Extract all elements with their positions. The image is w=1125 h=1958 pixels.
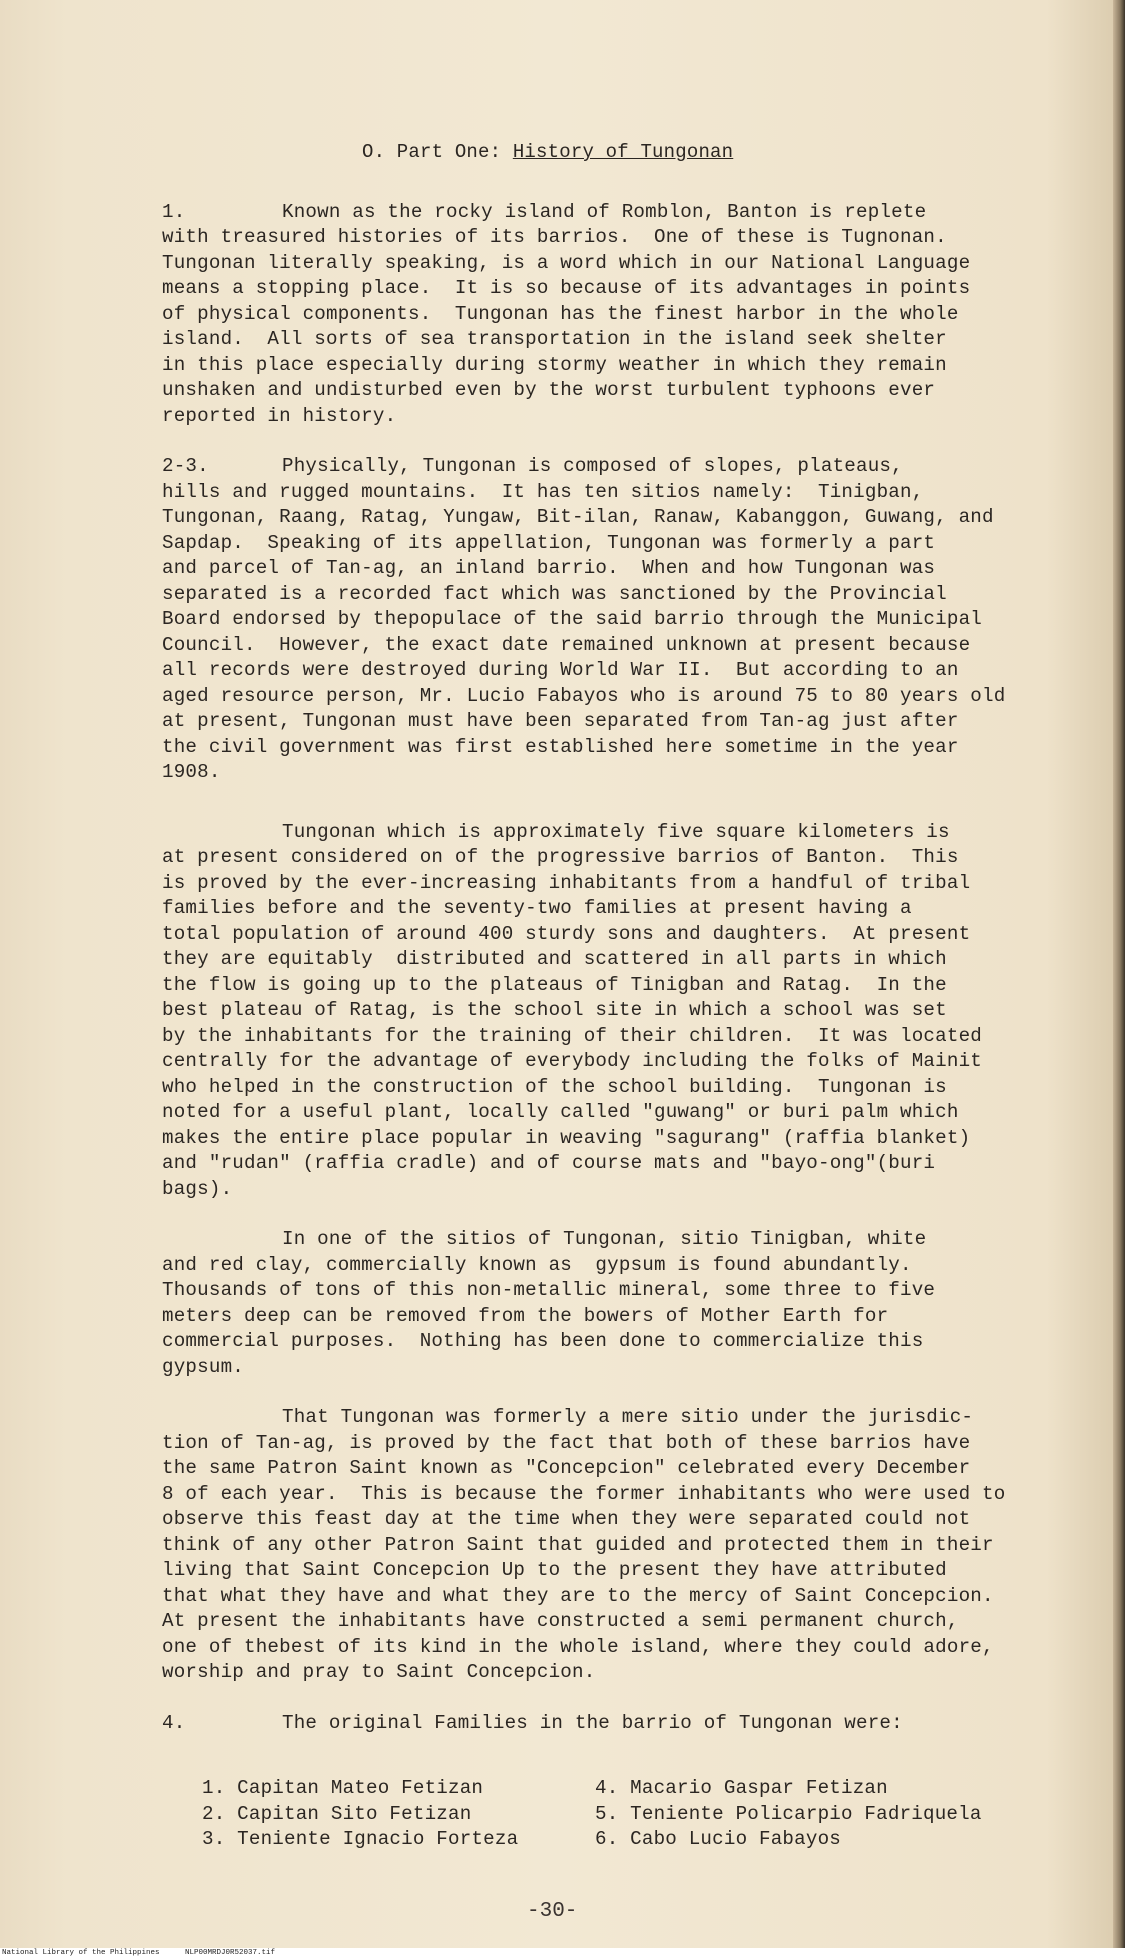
text-line: and "rudan" (raffia cradle) and of course mats and "bayo-ong"(buri — [162, 1152, 936, 1174]
text-line: best plateau of Ratag, is the school site in which a school was set — [162, 999, 947, 1021]
text-line: the civil government was first established here sometime in the year — [162, 735, 959, 758]
text-line: unshaken and undisturbed even by the worst turbulent typhoons ever — [162, 379, 936, 401]
text-line: is proved by the ever-increasing inhabitants from a handful of tribal — [162, 871, 971, 894]
text-line: centrally for the advantage of everybody including the folks of Mainit — [162, 1050, 983, 1072]
text-line: worship and pray to Saint Concepcion. — [162, 1661, 596, 1683]
footer-filename: NLP00MRDJ0R52037.tif — [185, 1949, 276, 1957]
text-line: Tungonan, Raang, Ratag, Yungaw, Bit-ilan, Ranaw, Kabanggon, Guwang, and — [162, 506, 994, 528]
paragraph-patron-saint — [162, 1405, 1072, 1686]
text-line: That Tungonan was formerly a mere sitio under the jurisdic- — [282, 1406, 974, 1428]
families-list — [202, 1776, 1072, 1853]
footer-library: National Library of the Philippines — [2, 1949, 160, 1957]
text-line: Tungonan which is approximately five square kilometers is — [282, 820, 950, 843]
paragraph-number: 2-3. — [162, 455, 209, 477]
text-line: meters deep can be removed from the bowers of Mother Earth for — [162, 1304, 889, 1327]
text-line: aged resource person, Mr. Lucio Fabayos who is around 75 to 80 years old — [162, 684, 1006, 707]
text-line: 1908. — [162, 761, 221, 783]
text-line: one of thebest of its kind in the whole island, where they could adore, — [162, 1635, 994, 1658]
text-line: In one of the sitios of Tungonan, sitio Tinigban, white — [282, 1228, 927, 1250]
text-line: the same Patron Saint known as "Concepcion" celebrated every December — [162, 1457, 971, 1479]
paragraph-1 — [162, 200, 1072, 430]
text-line: observe this feast day at the time when they were separated could not — [162, 1508, 971, 1530]
text-line: that what they have and what they are to the mercy of Saint Concepcion. — [162, 1584, 994, 1607]
text-line: they are equitably distributed and scattered in all parts in which — [162, 948, 947, 970]
page-number: -30- — [527, 1900, 578, 1923]
text-line: living that Saint Concepcion Up to the present they have attributed — [162, 1559, 947, 1581]
list-item: 4. Macario Gaspar Fetizan — [595, 1777, 888, 1799]
document-body — [162, 140, 1072, 1853]
page-title — [362, 140, 1072, 166]
text-line: Physically, Tungonan is composed of slopes, plateaus, — [282, 455, 903, 477]
text-line: island. All sorts of sea transportation in the island seek shelter — [162, 328, 947, 350]
text-line: reported in history. — [162, 404, 397, 427]
text-line: tion of Tan-ag, is proved by the fact that both of these barrios have — [162, 1431, 971, 1454]
page-edge-shadow — [1113, 0, 1125, 1948]
text-line: at present, Tungonan must have been separated from Tan-ag just after — [162, 710, 959, 732]
paragraph-population — [162, 820, 1072, 1203]
text-line: with treasured histories of its barrios. One of these is Tugnonan. — [162, 226, 947, 248]
text-line: means a stopping place. It is so because of its advantages in points — [162, 277, 971, 299]
text-line: commercial purposes. Nothing has been done to commercialize this — [162, 1330, 924, 1352]
paragraph-2-3 — [162, 454, 1072, 786]
list-item: 2. Capitan Sito Fetizan — [202, 1802, 472, 1825]
title-underlined: History of Tungonan — [512, 141, 734, 163]
text-line: in this place especially during stormy weather in which they remain — [162, 353, 947, 376]
text-line: The original Families in the barrio of Tungonan were: — [282, 1711, 903, 1734]
paragraph-gypsum — [162, 1227, 1072, 1380]
list-item: 1. Capitan Mateo Fetizan — [202, 1777, 484, 1799]
text-line: all records were destroyed during World War II. But according to an — [162, 659, 959, 681]
text-line: gypsum. — [162, 1355, 245, 1378]
text-line: and red clay, commercially known as gypsum is found abundantly. — [162, 1253, 912, 1276]
text-line: Council. However, the exact date remained unknown at present because — [162, 633, 971, 656]
text-line: Known as the rocky island of Romblon, Banton is replete — [282, 200, 927, 223]
list-item: 5. Teniente Policarpio Fadriquela — [595, 1802, 982, 1825]
scan-footer — [0, 1948, 1125, 1958]
text-line: at present considered on of the progressive barrios of Banton. This — [162, 846, 959, 868]
text-line: by the inhabitants for the training of their children. It was located — [162, 1024, 983, 1047]
text-line: Thousands of tons of this non-metallic mineral, some three to five — [162, 1279, 936, 1301]
text-line: makes the entire place popular in weaving "sagurang" (raffia blanket) — [162, 1126, 971, 1149]
text-line: total population of around 400 sturdy sons and daughters. At present — [162, 922, 971, 945]
text-line: Sapdap. Speaking of its appellation, Tungonan was formerly a part — [162, 531, 936, 554]
text-line: Board endorsed by thepopulace of the said barrio through the Municipal — [162, 608, 983, 630]
text-line: hills and rugged mountains. It has ten sitios namely: Tinigban, — [162, 480, 924, 503]
text-line: of physical components. Tungonan has the finest harbor in the whole — [162, 302, 959, 325]
paragraph-families — [162, 1711, 1072, 1737]
paragraph-number: 4. — [162, 1711, 186, 1734]
text-line: the flow is going up to the plateaus of Tinigban and Ratag. In the — [162, 973, 947, 996]
text-line: bags). — [162, 1177, 233, 1200]
list-item: 3. Teniente Ignacio Forteza — [202, 1828, 519, 1850]
text-line: 8 of each year. This is because the former inhabitants who were used to — [162, 1482, 1006, 1505]
text-line: and parcel of Tan-ag, an inland barrio. When and how Tungonan was — [162, 557, 936, 579]
list-item: 6. Cabo Lucio Fabayos — [595, 1828, 842, 1850]
text-line: families before and the seventy-two families at present having a — [162, 897, 912, 919]
title-prefix: O. Part One: — [362, 141, 513, 163]
text-line: think of any other Patron Saint that guided and protected them in their — [162, 1533, 994, 1556]
text-line: Tungonan literally speaking, is a word which in our National Language — [162, 251, 971, 274]
paragraph-number: 1. — [162, 200, 186, 223]
text-line: separated is a recorded fact which was sanctioned by the Provincial — [162, 582, 947, 605]
text-line: who helped in the construction of the school building. Tungonan is — [162, 1075, 947, 1098]
text-line: At present the inhabitants have constructed a semi permanent church, — [162, 1610, 959, 1632]
text-line: noted for a useful plant, locally called "guwang" or buri palm which — [162, 1101, 959, 1123]
